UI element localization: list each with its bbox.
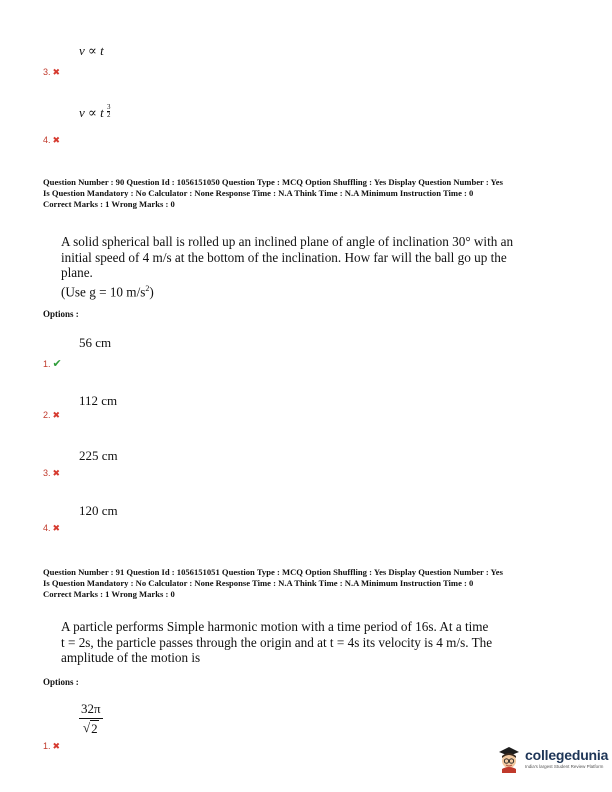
q91-option-1-number: 1. ✖ bbox=[43, 741, 61, 751]
q90-options-label: Options : bbox=[43, 309, 79, 319]
mascot-icon bbox=[496, 743, 522, 773]
q90-meta: Question Number : 90 Question Id : 1056151050 Question Type : MCQ Option Shuffling : Yes Display Question Number : Yes Is Question Mandatory : No Calculator : None Response Time : N.A Think Time : N.A Minimum Instruction Time : 0 Correct Marks : 1 Wrong Marks : 0 bbox=[43, 177, 503, 209]
correct-check-icon: ✔ bbox=[52, 358, 62, 370]
q90-option-3-text: 225 cm bbox=[79, 448, 118, 463]
q91-meta: Question Number : 91 Question Id : 1056151051 Question Type : MCQ Option Shuffling : Yes Display Question Number : Yes Is Question Mandatory : No Calculator : None Response Time : N.A Think Time : N.A Minimum Instruction Time : 0 Correct Marks : 1 Wrong Marks : 0 bbox=[43, 567, 503, 599]
wrong-mark-icon: ✖ bbox=[52, 67, 61, 77]
q90-option-1-number: 1. ✔ bbox=[43, 358, 62, 370]
prev-option-4-number: 4. ✖ bbox=[43, 135, 61, 145]
wrong-mark-icon: ✖ bbox=[52, 468, 61, 478]
logo-name: collegedunia bbox=[525, 747, 609, 763]
wrong-mark-icon: ✖ bbox=[52, 741, 61, 751]
fraction-exponent: $\frac{3}{2}$ bbox=[106, 103, 111, 119]
q90-option-1-text: 56 cm bbox=[79, 335, 112, 350]
collegedunia-logo bbox=[496, 743, 608, 773]
q91-option-1-fraction bbox=[79, 701, 103, 737]
q90-option-4-text: 120 cm bbox=[79, 503, 118, 518]
wrong-mark-icon: ✖ bbox=[52, 523, 61, 533]
q91-options-label: Options : bbox=[43, 677, 79, 687]
prev-option-3-number: 3. ✖ bbox=[43, 67, 61, 77]
q91-question-text: A particle performs Simple harmonic motion with a time period of 16s. At a time t = 2s, the particle passes through the origin and at t = 4s its velocity is 4 m/s. The amplitude of the motion is bbox=[61, 619, 493, 666]
sqrt-icon: √ bbox=[82, 720, 91, 735]
q90-option-2-text: 112 cm bbox=[79, 393, 118, 408]
prev-option-3-expression: v ∝ t bbox=[79, 43, 104, 58]
q90-option-3-number: 3. ✖ bbox=[43, 468, 61, 478]
wrong-mark-icon: ✖ bbox=[52, 135, 61, 145]
q90-question-text: A solid spherical ball is rolled up an inclined plane of angle of inclination 30° with an initial speed of 4 m/s at the bottom of the inclination. How far will the ball go up the plane. (Use g = 10 $m/s^2$) bbox=[61, 234, 514, 300]
fraction-numerator: 32π bbox=[79, 701, 103, 719]
prev-option-4-expression: v ∝ t $\frac{3}{2}$ bbox=[79, 103, 111, 120]
q90-option-2-number: 2. ✖ bbox=[43, 410, 61, 420]
fraction-denominator: √ 2 bbox=[82, 720, 98, 736]
wrong-mark-icon: ✖ bbox=[52, 410, 61, 420]
q90-option-4-number: 4. ✖ bbox=[43, 523, 61, 533]
logo-tagline: India's largest Student Review Platform bbox=[525, 764, 604, 769]
